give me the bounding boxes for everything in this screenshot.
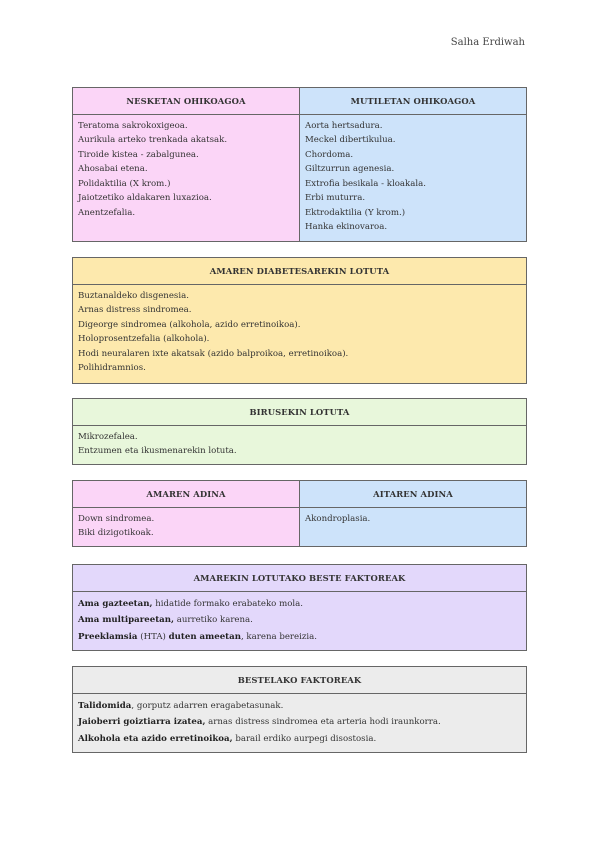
girls-header: NESKETAN OHIKOAGOA (73, 88, 300, 115)
boys-list (300, 114, 527, 241)
diabetes-list (73, 284, 527, 383)
list-item (78, 612, 521, 629)
girls-list (73, 114, 300, 241)
list-item: Ektrodaktilia (Y krom.) (305, 207, 406, 218)
mother-age-list (73, 507, 300, 546)
maternal-factors-list (73, 591, 527, 650)
list-item: Akondroplasia. (305, 513, 371, 524)
bold-term: duten ameetan (168, 631, 241, 642)
list-item (78, 698, 521, 715)
list-item: Aurikula arteko trenkada akatsak. (78, 135, 228, 145)
list-item: Hodi neuralaren ixte akatsak (azido balproikoa, erretinoikoa). (78, 348, 349, 359)
virus-header: BIRUSEKIN LOTUTA (73, 399, 527, 426)
bold-term: Jaioberri goiztiarra izatea, (78, 717, 206, 727)
item-text: hidatide formako erabateko mola. (152, 598, 303, 609)
bold-term: Talidomida (78, 700, 132, 711)
boys-header: MUTILETAN OHIKOAGOA (300, 88, 527, 115)
list-item: Ahosabai etena. (78, 164, 148, 174)
list-item: Polihidramnios. (78, 363, 146, 373)
bold-term: Preeklamsia (78, 631, 138, 642)
list-item: Buztanaldeko disgenesia. (78, 290, 189, 301)
list-item: Chordoma. (305, 149, 354, 160)
item-text: aurretiko karena. (173, 615, 253, 625)
list-item (78, 596, 521, 613)
item-text: arnas distress sindromea eta arteria hodi iraunkorra. (205, 717, 441, 727)
bold-term: Ama gazteetan, (78, 598, 153, 609)
list-item: Giltzurrun agenesia. (305, 164, 395, 174)
list-item: Down sindromea. (78, 513, 155, 524)
virus-table (72, 398, 527, 465)
item-text: , karena bereizia. (240, 631, 317, 642)
parent-age-table (72, 480, 527, 547)
list-item: Holoprosentzefalia (alkohola). (78, 334, 210, 344)
list-item: Arnas distress sindromea. (78, 305, 192, 315)
list-item (78, 731, 521, 748)
list-item (78, 714, 521, 731)
other-factors-table (72, 666, 527, 753)
father-age-header: AITAREN ADINA (300, 481, 527, 508)
bold-term: Alkohola eta azido erretinoikoa, (78, 733, 233, 744)
item-text: , gorputz adarren eragabetasunak. (131, 700, 284, 711)
diabetes-table (72, 257, 527, 384)
list-item: Erbi muturra. (305, 193, 366, 203)
list-item (78, 629, 521, 646)
other-factors-header: BESTELAKO FAKTOREAK (73, 667, 527, 694)
list-item: Tiroide kistea - zabalgunea. (78, 149, 199, 160)
list-item: Biki dizigotikoak. (78, 528, 154, 538)
mother-age-header: AMAREN ADINA (73, 481, 300, 508)
list-item: Hanka ekinovaroa. (305, 222, 388, 232)
list-item: Entzumen eta ikusmenarekin lotuta. (78, 446, 237, 456)
list-item: Digeorge sindromea (alkohola, azido erretinoikoa). (78, 319, 301, 330)
list-item: Teratoma sakrokoxigeoa. (78, 120, 188, 131)
sex-frequency-table (72, 87, 527, 242)
virus-list (73, 425, 527, 464)
item-text: (HTA) (137, 631, 169, 642)
list-item: Anentzefalia. (78, 207, 136, 218)
list-item: Polidaktilia (X krom.) (78, 178, 171, 189)
list-item: Extrofia besikala - kloakala. (305, 178, 426, 189)
item-text: barail erdiko aurpegi disostosia. (232, 733, 377, 744)
father-age-list (300, 507, 527, 546)
other-factors-list (73, 693, 527, 752)
diabetes-header: AMAREN DIABETESAREKIN LOTUTA (73, 258, 527, 285)
bold-term: Ama multipareetan, (78, 615, 174, 625)
list-item: Meckel dibertikulua. (305, 135, 396, 145)
maternal-factors-header: AMAREKIN LOTUTAKO BESTE FAKTOREAK (73, 565, 527, 592)
list-item: Mikrozefalea. (78, 431, 138, 442)
author-name: Salha Erdiwah (450, 37, 525, 48)
list-item: Aorta hertsadura. (305, 120, 383, 131)
list-item: Jaiotzetiko aldakaren luxazioa. (78, 193, 212, 203)
maternal-factors-table (72, 564, 527, 651)
